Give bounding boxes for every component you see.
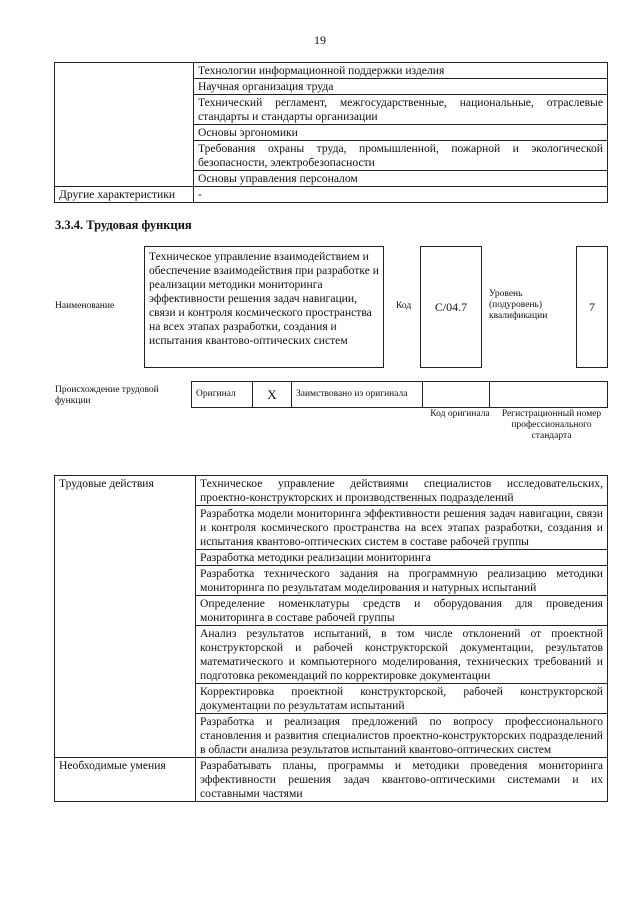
level-value: 7 bbox=[589, 300, 595, 314]
table-cell: Технический регламент, межгосударственные, национальные, отраслевые стандарты и стандарты организации bbox=[194, 95, 608, 125]
function-name-box bbox=[144, 246, 384, 368]
original-mark: X bbox=[253, 382, 292, 408]
code-value: C/04.7 bbox=[434, 300, 468, 314]
table-row bbox=[55, 187, 608, 203]
table-cell: Техническое управление действиями специалистов исследовательских, проектно-конструкторских и производственных подразделений bbox=[196, 476, 608, 506]
table-cell: Разработка технического задания на программную реализацию методики мониторинга по результатам моделирования и натурных испытаний bbox=[196, 566, 608, 596]
table-cell: Разработка методики реализации мониторинга bbox=[196, 550, 608, 566]
page-number: 19 bbox=[314, 33, 326, 47]
code-label: Код bbox=[396, 301, 412, 311]
level-box bbox=[576, 246, 608, 368]
function-name-value: Техническое управление взаимодействием и обеспечение взаимодействия при разработке и реализации методики мониторинга эффективности решения задач навигации, связи и контроля космического пространства на всех этапах разработки, создания и испытания квантово-оптических систем bbox=[149, 250, 379, 347]
section-title: 3.3.4. Трудовая функция bbox=[55, 218, 192, 232]
table-row bbox=[192, 382, 608, 408]
level-label: Уровень (подуровень) квалификации bbox=[489, 289, 548, 321]
other-characteristics-label: Другие характеристики bbox=[55, 187, 194, 203]
original-code-caption: Код оригинала bbox=[430, 409, 490, 419]
borrowed-label: Заимствовано из оригинала bbox=[292, 382, 423, 408]
table-cell: Основы управления персоналом bbox=[194, 171, 608, 187]
original-code-cell bbox=[423, 382, 490, 408]
reg-number-caption: Регистрационный номер профессионального стандарта bbox=[501, 409, 602, 441]
table-cell: Определение номенклатуры средств и оборудования для проведения мониторинга в составе рабочей группы bbox=[196, 596, 608, 626]
table-cell: Корректировка проектной конструкторской, рабочей конструкторской документации по результатам испытаний bbox=[196, 684, 608, 714]
name-label: Наименование bbox=[55, 301, 115, 311]
skills-label: Необходимые умения bbox=[55, 758, 196, 802]
table-row bbox=[55, 758, 608, 802]
origin-label: Происхождение трудовой функции bbox=[55, 385, 159, 406]
knowledge-label-cell bbox=[55, 63, 194, 187]
table-row bbox=[55, 476, 608, 506]
table-cell: Технологии информационной поддержки изделия bbox=[194, 63, 608, 79]
other-characteristics-value: - bbox=[194, 187, 608, 203]
knowledge-table bbox=[54, 62, 608, 203]
table-row bbox=[55, 63, 608, 79]
origin-table bbox=[191, 381, 608, 408]
table-cell: Требования охраны труда, промышленной, пожарной и экологической безопасности, электробезопасности bbox=[194, 141, 608, 171]
reg-number-cell bbox=[490, 382, 608, 408]
table-cell: Основы эргономики bbox=[194, 125, 608, 141]
table-cell: Разработка модели мониторинга эффективности решения задач навигации, связи и контроля космического пространства на всех этапах разработки, создания и испытания квантово-оптических систем в составе рабочей группы bbox=[196, 506, 608, 550]
table-cell: Разрабатывать планы, программы и методики проведения мониторинга эффективности решения задач квантово-оптическими системами и их составными частями bbox=[196, 758, 608, 802]
actions-label: Трудовые действия bbox=[55, 476, 196, 758]
original-label: Оригинал bbox=[192, 382, 253, 408]
table-cell: Научная организация труда bbox=[194, 79, 608, 95]
labor-actions-table bbox=[54, 475, 608, 802]
table-cell: Анализ результатов испытаний, в том числе отклонений от проектной конструкторской и рабочей конструкторской документации, результатов математического и компьютерного моделирования, технических требований и подготовка рекомендаций по корректировке документации bbox=[196, 626, 608, 684]
table-cell: Разработка и реализация предложений по вопросу профессионального становления и развития специалистов проектно-конструкторских подразделений в области анализа результатов испытаний квантово-оптических систем bbox=[196, 714, 608, 758]
code-box bbox=[420, 246, 482, 368]
